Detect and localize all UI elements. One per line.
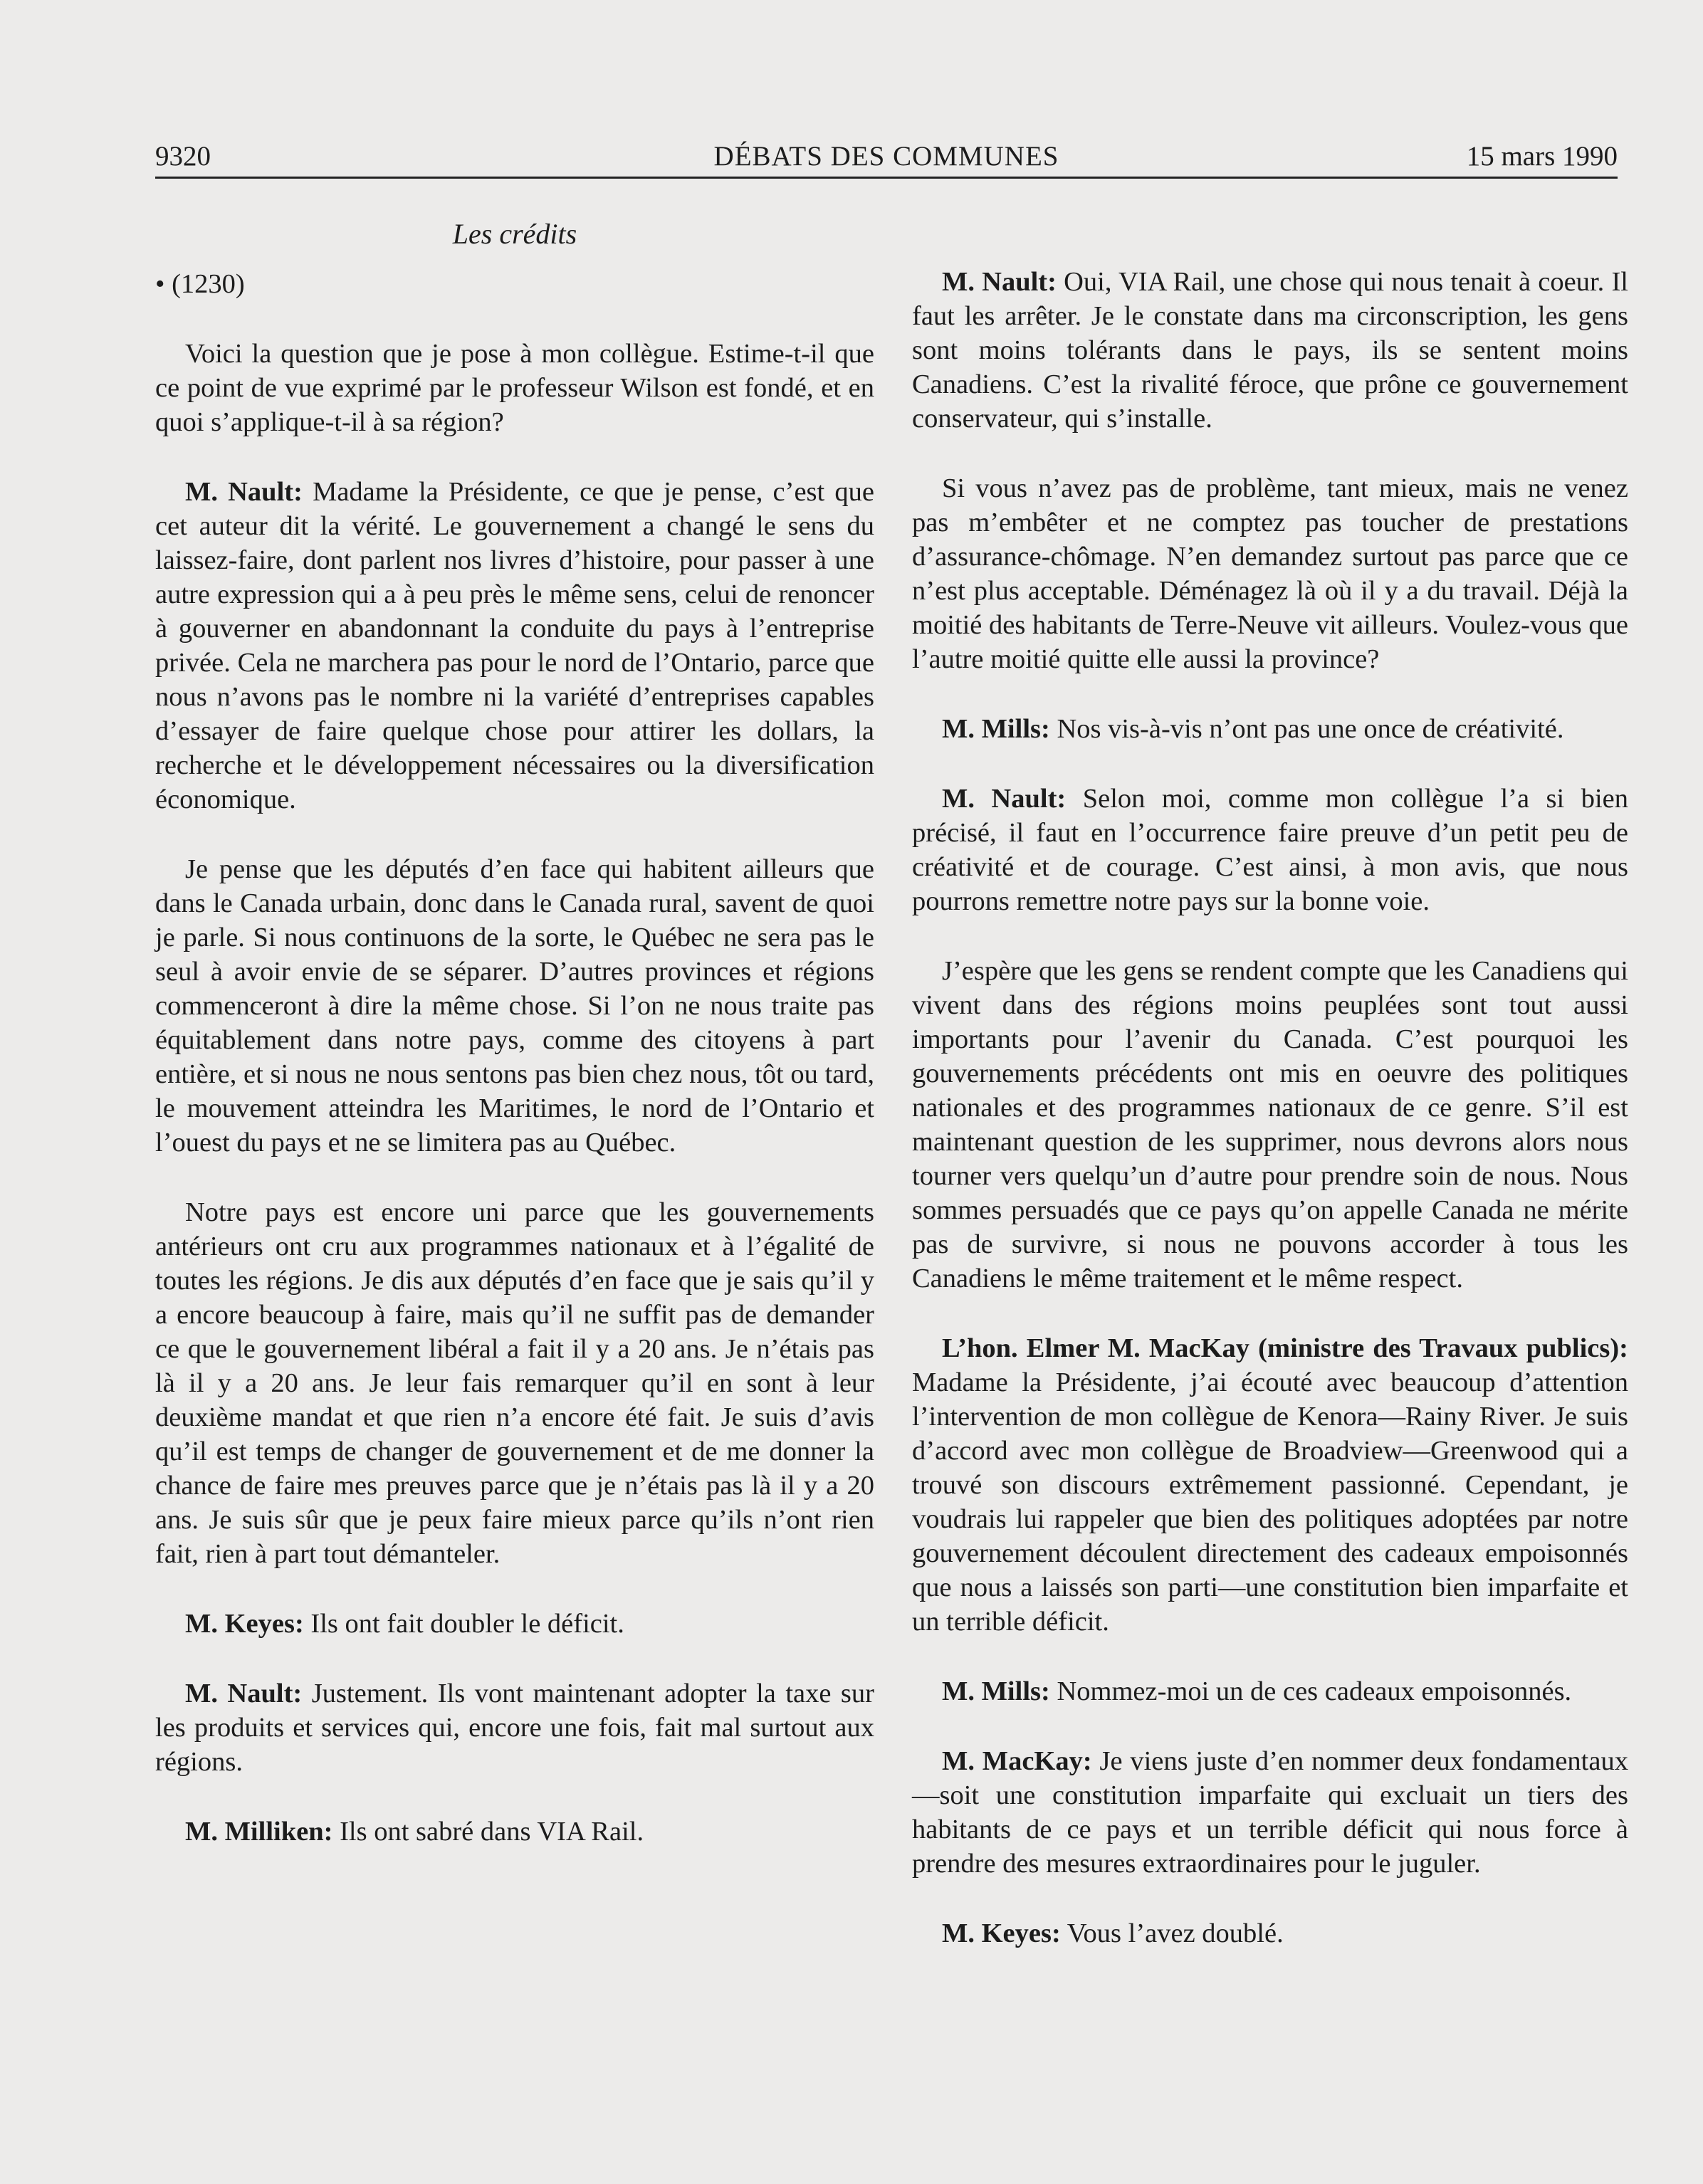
speaker-name: M. Mills: xyxy=(942,1676,1050,1706)
page-number: 9320 xyxy=(155,141,211,172)
speaker-name: M. Nault: xyxy=(942,784,1067,814)
paragraph xyxy=(155,1607,874,1641)
paragraph-text: Selon moi, comme mon collègue l’a si bien précisé, il faut en l’occurrence faire preuve d’un petit peu de créativité et de courage. C’est ainsi, à mon avis, que nous pourrons remettre notre pays sur la bonne voie. xyxy=(912,784,1628,916)
paragraph-text: J’espère que les gens se rendent compte que les Canadiens qui vivent dans des régions moins peuplées sont tout aussi importants pour l’avenir du Canada. C’est pourquoi les gouvernements précédents ont mis en oeuvre des politiques nationales et des programmes nationaux de ce genre. S’il est maintenant question de les supprimer, nous devrons alors nous tourner vers quelqu’un d’autre pour prendre soin de nous. Nous sommes persuadés que ce pays qu’on appelle Canada ne mérite pas de survivre, si nous ne pouvons accorder à tous les Canadiens le même traitement et le même respect. xyxy=(912,956,1628,1293)
paragraph xyxy=(155,1195,874,1571)
paragraph-text: Nommez-moi un de ces cadeaux empoisonnés. xyxy=(1049,1676,1572,1706)
speaker-name: L’hon. Elmer M. MacKay (ministre des Travaux publics): xyxy=(942,1333,1628,1363)
paragraph-text: Si vous n’avez pas de problème, tant mieux, mais ne venez pas m’embêter et ne comptez pas toucher de prestations d’assurance-chômage. N’en demandez surtout pas parce que ce n’est plus acceptable. Déménagez là où il y a du travail. Déjà la moitié des habitants de Terre-Neuve vit ailleurs. Voulez-vous que l’autre moitié quitte elle aussi la province? xyxy=(912,473,1628,674)
speaker-name: M. Milliken: xyxy=(185,1817,333,1847)
paragraph xyxy=(912,712,1628,746)
speaker-name: M. Keyes: xyxy=(185,1609,304,1639)
paragraph xyxy=(912,782,1628,918)
speaker-name: M. Keyes: xyxy=(942,1918,1061,1948)
paragraph-text: Madame la Présidente, j’ai écouté avec beaucoup d’attention l’intervention de mon collègue de Kenora—Rainy River. Je suis d’accord avec mon collègue de Broadview—Greenwood qui a trouvé son discours extrêmement passionné. Cependant, je voudrais lui rappeler que bien des politiques adoptées par notre gouvernement découlent directement des cadeaux empoisonnés que nous a laissés son parti—une constitution bien imparfaite et un terrible déficit. xyxy=(912,1367,1628,1637)
page-date: 15 mars 1990 xyxy=(1466,141,1618,172)
section-title: Les crédits xyxy=(452,218,577,250)
paragraph xyxy=(912,1331,1628,1639)
paragraph-text: Notre pays est encore uni parce que les gouvernements antérieurs ont cru aux programmes nationaux et à l’égalité de toutes les régions. Je dis aux députés d’en face que je sais qu’il y a encore beaucoup à faire, mais qu’il ne suffit pas de demander ce que le gouvernement libéral a fait il y a 20 ans. Je n’étais pas là il y a 20 ans. Je leur fais remarquer qu’il en sont à leur deuxième mandat et que rien n’a encore été fait. Je suis d’avis qu’il est temps de changer de gouvernement et de me donner la chance de faire mes preuves parce que je n’étais pas là il y a 20 ans. Je suis sûr que je peux faire mieux parce qu’ils n’ont rien fait, rien à part tout démanteler. xyxy=(155,1197,874,1569)
speaker-name: M. Nault: xyxy=(942,267,1057,297)
paragraph xyxy=(912,265,1628,436)
journal-title: DÉBATS DES COMMUNES xyxy=(713,141,1059,172)
timestamp: • (1230) xyxy=(155,269,245,299)
paragraph-text: Je viens juste d’en nommer deux fondamentaux—soit une constitution imparfaite qui excluait un tiers des habitants de ce pays et un terrible déficit qui nous force à prendre des mesures extraordinaires pour le juguler. xyxy=(912,1746,1628,1879)
paragraph xyxy=(912,1916,1628,1951)
paragraph-text: Voici la question que je pose à mon collègue. Estime-t-il que ce point de vue exprimé par le professeur Wilson est fondé, et en quoi s’applique-t-il à sa région? xyxy=(155,339,874,437)
paragraph xyxy=(155,852,874,1160)
right-column xyxy=(912,265,1628,1986)
speaker-name: M. MacKay: xyxy=(942,1746,1092,1776)
page-header xyxy=(155,135,1618,179)
paragraph-text: Justement. Ils vont maintenant adopter la taxe sur les produits et services qui, encore une fois, fait mal surtout aux régions. xyxy=(155,1679,874,1777)
left-column xyxy=(155,267,874,1884)
paragraph-text: Nos vis-à-vis n’ont pas une once de créativité. xyxy=(1049,714,1564,744)
paragraph-text: Ils ont sabré dans VIA Rail. xyxy=(332,1817,644,1847)
paragraph xyxy=(155,1815,874,1849)
paragraph xyxy=(912,1744,1628,1881)
speaker-name: M. Nault: xyxy=(185,1679,303,1708)
paragraph xyxy=(912,471,1628,676)
paragraph-text: Ils ont fait doubler le déficit. xyxy=(303,1609,624,1639)
speaker-name: M. Nault: xyxy=(185,477,303,507)
paragraph xyxy=(912,1674,1628,1708)
paragraph-text: Oui, VIA Rail, une chose qui nous tenait à coeur. Il faut les arrêter. Je le constate dans ma circonscription, les gens sont moins tolérants dans le pays, ils se sentent moins Canadiens. C’est la rivalité féroce, que prône ce gouvernement conservateur, qui s’installe. xyxy=(912,267,1628,434)
paragraph xyxy=(155,1676,874,1779)
paragraph xyxy=(155,475,874,817)
paragraph-text: Vous l’avez doublé. xyxy=(1060,1918,1284,1948)
paragraph-text: Madame la Présidente, ce que je pense, c’est que cet auteur dit la vérité. Le gouvernement a changé le sens du laissez-faire, dont parlent nos livres d’histoire, pour passer à une autre expression qui a à peu près le même sens, celui de renoncer à gouverner en abandonnant la conduite du pays à l’entreprise privée. Cela ne marchera pas pour le nord de l’Ontario, parce que nous n’avons pas le nombre ni la variété d’entreprises capables d’essayer de faire quelque chose pour attirer les dollars, la recherche et le développement nécessaires ou la diversification économique. xyxy=(155,477,874,814)
paragraph xyxy=(912,954,1628,1296)
paragraph xyxy=(155,337,874,439)
paragraph-text: Je pense que les députés d’en face qui habitent ailleurs que dans le Canada urbain, donc dans le Canada rural, savent de quoi je parle. Si nous continuons de la sorte, le Québec ne sera pas le seul à avoir envie de se séparer. D’autres provinces et régions commenceront à dire la même chose. Si l’on ne nous traite pas équitablement dans notre pays, comme des citoyens à part entière, et si nous ne nous sentons pas bien chez nous, tôt ou tard, le mouvement atteindra les Maritimes, le nord de l’Ontario et l’ouest du pays et ne se limitera pas au Québec. xyxy=(155,854,874,1157)
speaker-name: M. Mills: xyxy=(942,714,1050,744)
